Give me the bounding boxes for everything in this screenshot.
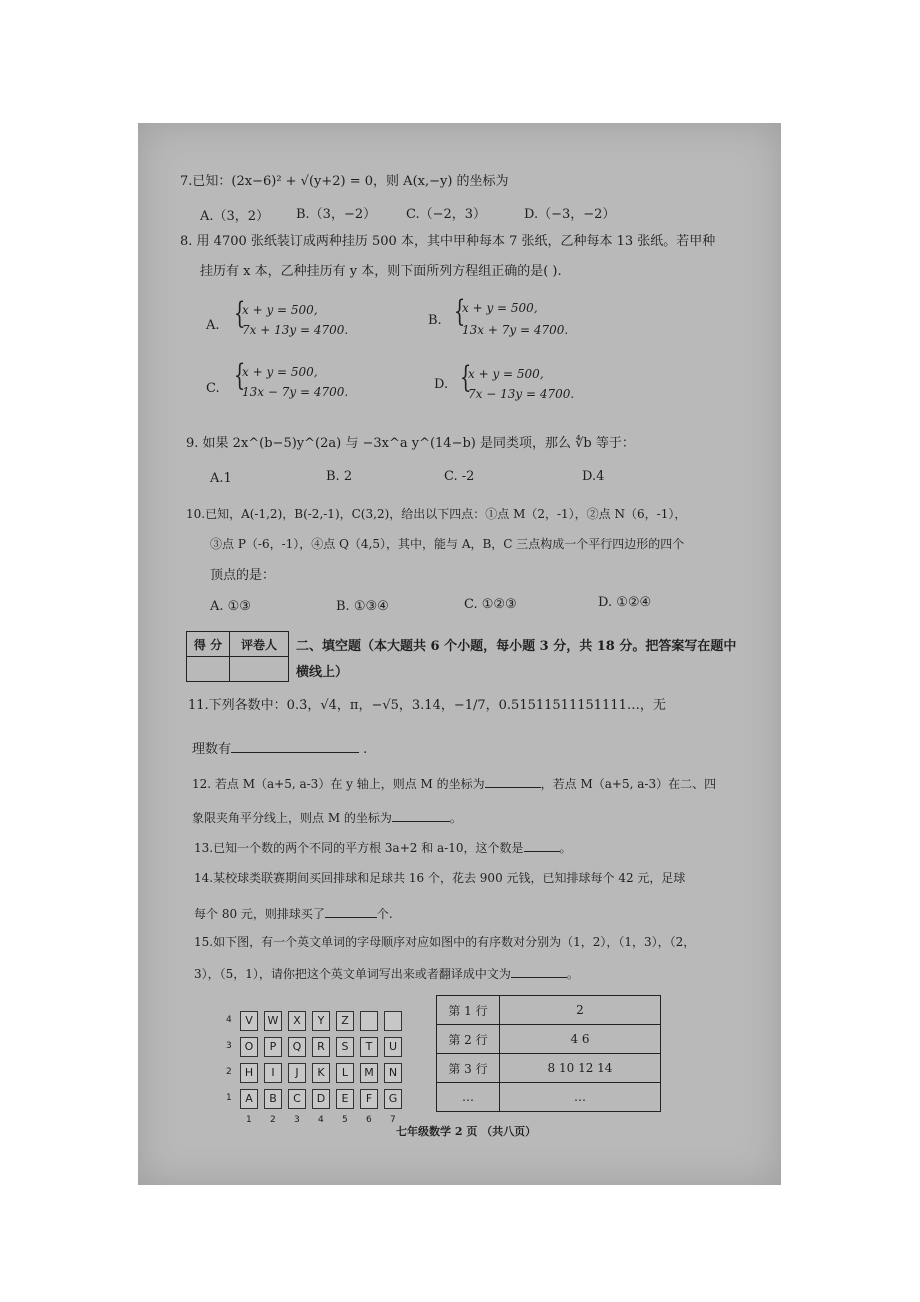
q12-answer-blank-1[interactable] [485,787,541,788]
grid-letter-cell: S [336,1037,354,1057]
seq-row-header: 第 1 行 [437,996,500,1025]
grid-row-label: 4 [226,1015,232,1025]
grid-letter-cell: M [360,1063,378,1083]
q7-option-b: B.（3，−2） [296,207,377,222]
q13-answer-blank[interactable] [524,851,560,852]
grid-letter-cell: H [240,1063,258,1083]
table-row [437,996,661,1025]
exam-paper [138,123,781,1185]
grid-letter-cell: F [360,1089,378,1109]
q12-answer-blank-2[interactable] [392,821,450,822]
grid-letter-cell [360,1011,378,1031]
sequence-table [436,995,661,1112]
q13-end: 。 [559,841,572,855]
grid-letter-cell: Y [312,1011,330,1031]
grid-letter-cell: N [384,1063,402,1083]
q14-line2 [194,905,393,923]
q10-line1: 10.已知，A(-1,2)，B(-2,-1)，C(3,2)，给出以下四点：①点 M（2，-1），②点 N（6，-1）， [186,507,687,521]
section2-title-cont: 横线上） [296,665,349,680]
grader-cell-blank [230,657,289,682]
seq-row-values: 2 [500,996,661,1025]
score-cell-blank [187,657,230,682]
q15-answer-blank[interactable] [511,977,567,978]
q8-d-eq1: x + y = 500, [468,367,544,381]
grid-letter-cell: P [264,1037,282,1057]
q8-option-a-label: A. [206,318,220,333]
q7-stem: 7.已知：(2x−6)² + √(y+2) = 0，则 A(x,−y) 的坐标为 [180,174,509,189]
q9-stem: 9. 如果 2x^(b−5)y^(2a) 与 −3x^a y^(14−b) 是同类项，那么 ∜b 等于： [186,436,635,451]
grid-col-label: 1 [246,1115,252,1125]
grid-row-label: 1 [226,1093,232,1103]
q15-line2 [194,965,579,983]
q10-line2: ③点 P（-6，-1），④点 Q（4,5），其中，能与 A，B，C 三点构成一个平行四边形的四个 [210,537,685,551]
grid-letter-cell: C [288,1089,306,1109]
seq-row-values: 8 10 12 14 [500,1054,661,1083]
grid-letter-cell: R [312,1037,330,1057]
q15-end: 。 [566,967,579,981]
q8-line1: 8. 用 4700 张纸装订成两种挂历 500 本，其中甲种每本 7 张纸，乙种每本 13 张纸。若甲种 [180,234,716,249]
q13-line [194,839,572,857]
grid-letter-cell: K [312,1063,330,1083]
q7-option-c: C.（−2，3） [406,207,487,222]
letter-grid [226,1011,416,1141]
q8-b-eq1: x + y = 500, [462,301,538,315]
grid-letter-cell: L [336,1063,354,1083]
q8-line2: 挂历有 x 本，乙种挂历有 y 本，则下面所列方程组正确的是( ). [200,264,562,279]
grid-col-label: 5 [342,1115,348,1125]
q9-option-c: C. -2 [444,469,475,484]
q8-option-c-label: C. [206,381,220,396]
q8-option-c-system: { x + y = 500, 13x − 7y = 4700. [233,358,349,399]
q8-a-eq1: x + y = 500, [242,303,318,317]
grid-row-label: 2 [226,1067,232,1077]
grid-col-label: 3 [294,1115,300,1125]
table-row [437,1054,661,1083]
q8-option-d-label: D. [434,377,449,392]
grid-letter-cell: Q [288,1037,306,1057]
q11-prefix: 理数有 [192,742,232,757]
grid-letter-cell: O [240,1037,258,1057]
q14-text: 每个 80 元，则排球买了 [194,907,325,921]
q12-text3: 象限夹角平分线上，则点 M 的坐标为 [192,811,392,825]
q11-line2 [192,741,367,759]
grader-cell-label: 评卷人 [230,632,289,657]
q8-option-b-label: B. [428,313,442,328]
grid-letter-cell: B [264,1089,282,1109]
q8-c-eq1: x + y = 500, [242,365,318,379]
q12-line1 [192,775,716,793]
section2-title: 二、填空题（本大题共 6 个小题，每小题 3 分，共 18 分。把答案写在题中 [296,639,737,654]
grid-letter-cell: A [240,1089,258,1109]
q10-option-a: A. ①③ [210,599,251,614]
q8-d-eq2: 7x − 13y = 4700. [468,387,575,401]
seq-row-values: … [500,1083,661,1112]
q8-option-b-system: { x + y = 500, 13x + 7y = 4700. [453,294,569,337]
grid-letter-cell: D [312,1089,330,1109]
grid-letter-cell: G [384,1089,402,1109]
seq-row-header: 第 2 行 [437,1025,500,1054]
grid-letter-cell: U [384,1037,402,1057]
q10-option-b: B. ①③④ [336,599,389,614]
grid-letter-cell: W [264,1011,282,1031]
q12-text2: ，若点 M（a+5, a-3）在二、四 [540,777,717,791]
q11-line1: 11.下列各数中：0.3̇，√4，π，−√5，3.14，−1/7，0.51511511151111…，无 [188,698,666,713]
score-cell-label: 得 分 [187,632,230,657]
seq-row-values: 4 6 [500,1025,661,1054]
q9-option-a: A.1 [210,471,232,486]
q14-answer-blank[interactable] [325,917,377,918]
q9-option-d: D.4 [582,469,605,484]
grid-letter-cell: T [360,1037,378,1057]
grid-letter-cell: I [264,1063,282,1083]
score-table [186,631,289,682]
grid-col-label: 6 [366,1115,372,1125]
q8-option-d-system: { x + y = 500, 7x − 13y = 4700. [459,360,575,401]
grid-col-label: 4 [318,1115,324,1125]
table-row [437,1083,661,1112]
q8-c-eq2: 13x − 7y = 4700. [242,385,349,399]
grid-col-label: 2 [270,1115,276,1125]
q7-option-a: A.（3，2） [200,209,270,224]
q8-a-eq2: 7x + 13y = 4700. [242,323,349,337]
q15-line1: 15.如下图，有一个英文单词的字母顺序对应如图中的有序数对分别为（1，2），（1，3），（2， [194,935,696,949]
q12-text4: 。 [449,811,462,825]
q10-option-c: C. ①②③ [464,597,517,612]
seq-row-header: 第 3 行 [437,1054,500,1083]
grid-letter-cell: V [240,1011,258,1031]
q11-end: . [363,742,368,757]
q12-line2 [192,809,462,827]
page-footer: 七年级数学 2 页 （共八页） [396,1125,537,1138]
q13-text: 13.已知一个数的两个不同的平方根 3a+2 和 a-10，这个数是 [194,841,524,855]
q11-answer-blank[interactable] [231,752,359,753]
q15-text: 3），（5，1），请你把这个英文单词写出来或者翻译成中文为 [194,967,511,981]
grid-row-label: 3 [226,1041,232,1051]
grid-letter-cell [384,1011,402,1031]
grid-letter-cell: X [288,1011,306,1031]
q8-option-a-system: { x + y = 500, 7x + 13y = 4700. [233,296,349,337]
grid-letter-cell: J [288,1063,306,1083]
grid-letter-cell: Z [336,1011,354,1031]
grid-letter-cell: E [336,1089,354,1109]
table-row [437,1025,661,1054]
q14-line1: 14.某校球类联赛期间买回排球和足球共 16 个，花去 900 元钱，已知排球每个 42 元，足球 [194,871,686,885]
seq-row-header: … [437,1083,500,1112]
q10-option-d: D. ①②④ [598,595,652,610]
q10-line3: 顶点的是： [210,568,276,583]
grid-col-label: 7 [390,1115,396,1125]
q9-option-b: B. 2 [326,469,353,484]
q7-option-d: D.（−3，−2） [524,207,616,222]
q8-b-eq2: 13x + 7y = 4700. [462,323,569,337]
q14-end: 个. [376,907,393,921]
q12-text1: 12. 若点 M（a+5, a-3）在 y 轴上，则点 M 的坐标为 [192,777,485,791]
